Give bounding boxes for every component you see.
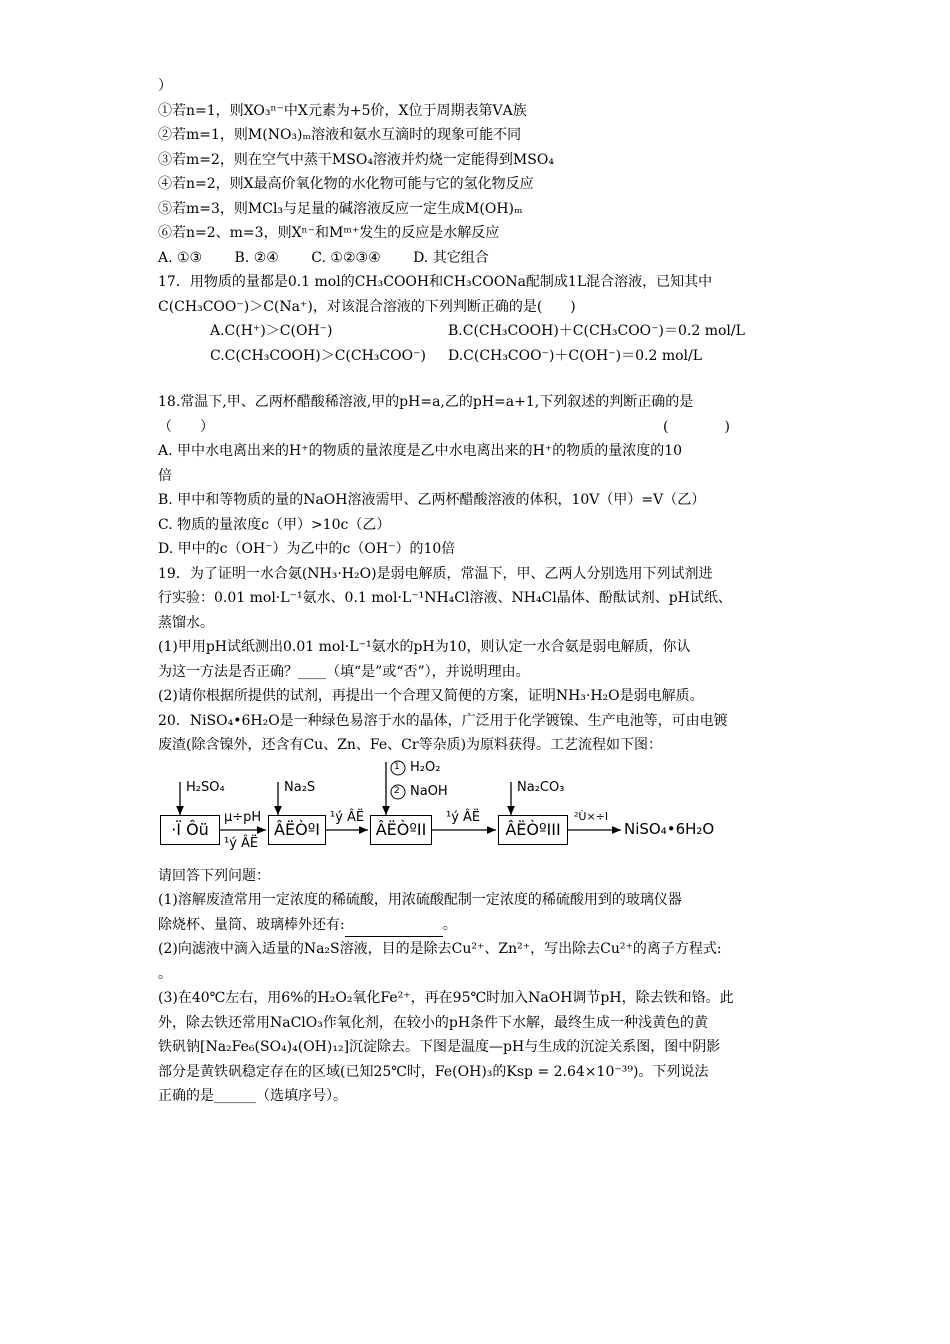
reagent-na2co3: Na₂CO₃	[517, 779, 565, 795]
step1-label: ¹ý ÂË	[330, 809, 365, 825]
q16-item-1: ①若n=1，则XO₃ⁿ⁻中X元素为+5价，X位于周期表第ⅤA族	[158, 102, 527, 119]
q18-option-c: C. 物质的量浓度c（甲）>10c（乙）	[158, 516, 391, 533]
q18-stem-line1: 18.常温下,甲、乙两杯醋酸稀溶液,甲的pH=a,乙的pH=a+1,下列叙述的判断正确的是	[158, 394, 694, 410]
q17-option-d: D.C(CH₃COO⁻)＋C(OH⁻)＝0.2 mol/L	[448, 347, 703, 364]
step0-label-top: µ÷pH	[224, 809, 262, 825]
step2-label: ¹ý ÂË	[446, 809, 481, 825]
q18-option-a-line1: A. 甲中水电离出来的H⁺的物质的量浓度是乙中水电离出来的H⁺的物质的量浓度的10	[158, 443, 683, 459]
step0-label-bottom: ¹ý ÂË	[224, 835, 259, 851]
spacer	[158, 368, 798, 390]
q20-part3-line1: (3)在40℃左右，用6%的H₂O₂氧化Fe²⁺，再在95℃时加入NaOH调节pH，除去铁和铬。此	[158, 990, 734, 1006]
box-filtrate-1: ÂËÒºI	[268, 815, 326, 845]
q16-item-6: ⑥若n=2、m=3，则Xⁿ⁻和Mᵐ⁺发生的反应是水解反应	[158, 225, 500, 241]
reagent-h2so4: H₂SO₄	[186, 779, 225, 795]
product-label: NiSO₄•6H₂O	[624, 819, 715, 838]
q20-part1-line2	[158, 913, 798, 938]
q20-part1-line1: (1)溶解废渣常用一定浓度的稀硫酸，用浓硫酸配制一定浓度的稀硫酸用到的玻璃仪器	[158, 892, 682, 908]
q17-stem-line1: 17．用物质的量都是0.1 mol的CH₃COOH和CH₃COONa配制成1L混合溶液，已知其中	[158, 274, 713, 290]
q16-paren-cont: ）	[158, 78, 172, 94]
circle-2-label: 2	[394, 785, 400, 796]
q18-paren-left: （ ）	[158, 418, 214, 435]
q17-options-row2	[158, 344, 798, 369]
q20-part3-line4: 部分是黄铁矾稳定存在的区域(已知25℃时，Fe(OH)₃的Ksp = 2.64×10⁻³⁹)。下列说法	[158, 1063, 709, 1080]
q20-part1-end: 。	[442, 916, 457, 933]
reagent-h2o2: H₂O₂	[410, 759, 441, 775]
answer-blank	[345, 922, 443, 937]
q18-paren-right: ( )	[663, 418, 730, 435]
q19-sub2: (2)请你根据所提供的试剂，再提出一个合理又简便的方案，证明NH₃·H₂O是弱电解质。	[158, 688, 704, 704]
box-waste-slag: ·Ï Ôü	[160, 815, 220, 845]
q20-stem-line1: 20．NiSO₄•6H₂O是一种绿色易溶于水的晶体，广泛用于化学镀镍、生产电池等，可由电镀	[158, 712, 728, 729]
q19-stem-line1: 19．为了证明一水合氨(NH₃·H₂O)是弱电解质，常温下，甲、乙两人分别选用下列试剂进	[158, 565, 713, 582]
q20-part3-line3: 铁矾钠[Na₂Fe₆(SO₄)₄(OH)₁₂]沉淀除去。下图是温度—pH与生成的沉淀关系图，图中阴影	[158, 1039, 721, 1055]
q18-option-d: D. 甲中的c（OH⁻）为乙中的c（OH⁻）的10倍	[158, 541, 456, 557]
q20-part1-text: 除烧杯、量筒、玻璃棒外还有:	[158, 916, 345, 933]
step3-label: ²Ù×÷I	[574, 809, 609, 823]
q20-part2-line2: 。	[158, 965, 172, 982]
document-page	[158, 74, 798, 1109]
q18-option-b: B. 甲中和等物质的量的NaOH溶液需甲、乙两杯醋酸溶液的体积，10V（甲）=V（乙）	[158, 492, 706, 508]
box-filtrate-2: ÂËÒºII	[370, 815, 432, 845]
q17-stem-line2: C(CH₃COO⁻)＞C(Na⁺)，对该混合溶液的下列判断正确的是( )	[158, 298, 576, 315]
box-filtrate-3: ÂËÒºIII	[498, 815, 568, 845]
circle-1-label: 1	[394, 761, 400, 772]
q19-stem-line3: 蒸馏水。	[158, 614, 214, 631]
q18-stem-line2	[158, 415, 798, 440]
reagent-naoh: NaOH	[410, 783, 448, 799]
q16-item-3: ③若m=2，则在空气中蒸干MSO₄溶液并灼烧一定能得到MSO₄	[158, 151, 554, 168]
q20-prompt: 请回答下列问题：	[158, 867, 270, 884]
q17-option-c: C.C(CH₃COOH)＞C(CH₃COO⁻)	[210, 347, 426, 364]
q18-option-a-line2: 倍	[158, 467, 172, 484]
q20-part2-line1: (2)向滤液中滴入适量的Na₂S溶液，目的是除去Cu²⁺、Zn²⁺，写出除去Cu²⁺的离子方程式:	[158, 941, 722, 957]
q16-options: A. ①③ B. ②④ C. ①②③④ D. 其它组合	[158, 249, 489, 266]
q20-part3-line5: 正确的是______（选填序号）。	[158, 1088, 347, 1104]
reagent-na2s: Na₂S	[284, 779, 316, 795]
process-flow-diagram	[158, 760, 798, 864]
q20-part3-line2: 外，除去铁还常用NaClO₃作氧化剂，在较小的pH条件下水解，最终生成一种浅黄色的黄	[158, 1014, 709, 1031]
q16-item-4: ④若n=2，则X最高价氧化物的水化物可能与它的氢化物反应	[158, 176, 534, 192]
q20-stem-line2: 废渣(除含镍外，还含有Cu、Zn、Fe、Cr等杂质)为原料获得。工艺流程如下图：	[158, 737, 663, 753]
q16-item-2: ②若m=1，则M(NO₃)ₘ溶液和氨水互滴时的现象可能不同	[158, 127, 522, 143]
q17-option-b: B.C(CH₃COOH)＋C(CH₃COO⁻)＝0.2 mol/L	[448, 323, 745, 339]
q19-stem-line2: 行实验：0.01 mol·L⁻¹氨水、0.1 mol·L⁻¹NH₄Cl溶液、NH₄Cl晶体、酚酞试剂、pH试纸、	[158, 590, 732, 606]
q17-option-a: A.C(H⁺)＞C(OH⁻)	[210, 323, 333, 339]
q16-item-5: ⑤若m=3，则MCl₃与足量的碱溶液反应一定生成M(OH)ₘ	[158, 200, 523, 217]
q19-sub1-line2: 为这一方法是否正确？____（填“是”或“否”），并说明理由。	[158, 663, 530, 680]
q17-options-row1	[158, 319, 798, 344]
q19-sub1-line1: (1)甲用pH试纸测出0.01 mol·L⁻¹氨水的pH为10，则认定一水合氨是弱电解质，你认	[158, 639, 691, 655]
